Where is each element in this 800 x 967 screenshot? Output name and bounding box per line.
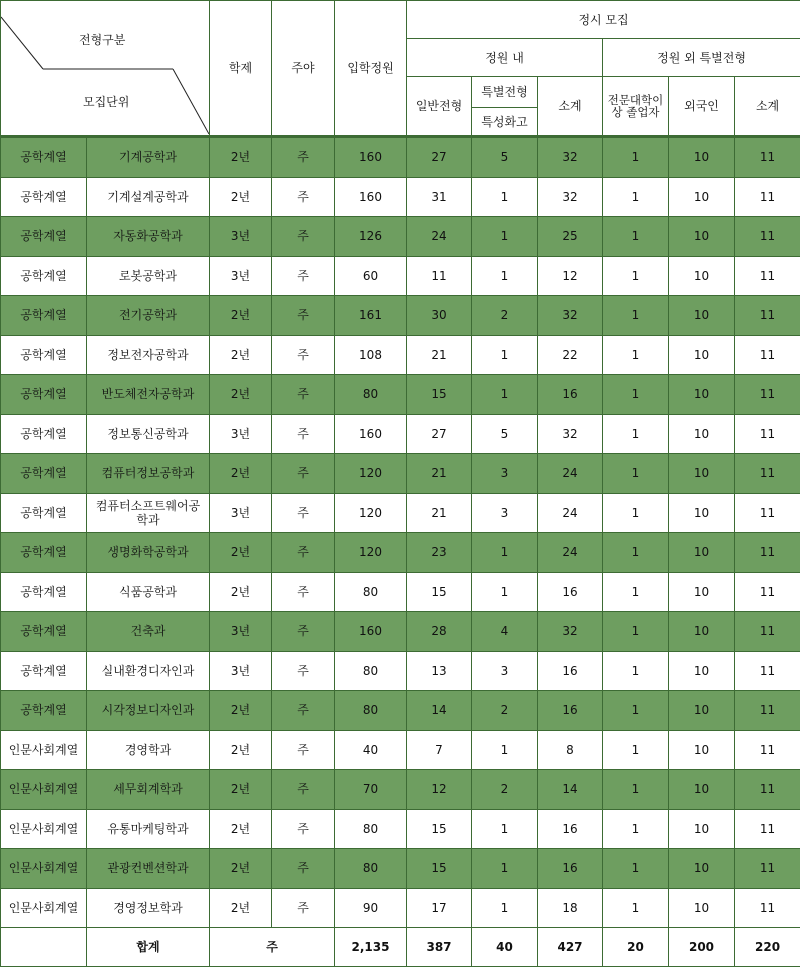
- quota-cell: 70: [335, 770, 407, 810]
- table-row: [1, 493, 800, 533]
- subtotal-cell: 12: [538, 256, 603, 296]
- subtotal-cell: 18: [538, 888, 603, 928]
- general-cell: 30: [407, 296, 472, 336]
- general-cell: 27: [407, 414, 472, 454]
- day-night-cell: 주: [272, 849, 335, 889]
- subtotal-cell: 32: [538, 137, 603, 178]
- quota-cell: 161: [335, 296, 407, 336]
- day-night-cell: 주: [272, 375, 335, 415]
- grad-cell: 1: [603, 651, 669, 691]
- total-empty-cell: [1, 928, 87, 967]
- duration-cell: 2년: [210, 809, 272, 849]
- division-cell: 공학계열: [1, 414, 87, 454]
- general-cell: 21: [407, 335, 472, 375]
- subtotal2-cell: 11: [735, 137, 800, 178]
- duration-cell: 2년: [210, 375, 272, 415]
- subtotal2-cell: 11: [735, 770, 800, 810]
- duration-cell: 2년: [210, 849, 272, 889]
- general-cell: 23: [407, 533, 472, 573]
- table-row: [1, 414, 800, 454]
- foreign-cell: 10: [669, 612, 735, 652]
- general-header: 일반전형: [407, 77, 472, 137]
- grad-cell: 1: [603, 296, 669, 336]
- total-grad: 20: [603, 928, 669, 967]
- subtotal2-cell: 11: [735, 217, 800, 257]
- general-cell: 17: [407, 888, 472, 928]
- duration-cell: 2년: [210, 454, 272, 494]
- total-special: 40: [472, 928, 538, 967]
- table-row: [1, 770, 800, 810]
- table-row: [1, 533, 800, 573]
- total-subtotal2: 220: [735, 928, 800, 967]
- division-cell: 공학계열: [1, 612, 87, 652]
- dept-cell: 자동화공학과: [87, 217, 210, 257]
- subtotal2-cell: 11: [735, 256, 800, 296]
- special-cell: 1: [472, 177, 538, 217]
- division-cell: 공학계열: [1, 217, 87, 257]
- special-cell: 1: [472, 849, 538, 889]
- foreign-cell: 10: [669, 493, 735, 533]
- dept-cell: 정보전자공학과: [87, 335, 210, 375]
- day-night-cell: 주: [272, 414, 335, 454]
- division-cell: 공학계열: [1, 691, 87, 731]
- foreigner-header: 외국인: [669, 77, 735, 137]
- specialized-hs-header: 특성화고: [472, 108, 538, 137]
- foreign-cell: 10: [669, 572, 735, 612]
- duration-cell: 3년: [210, 414, 272, 454]
- day-night-cell: 주: [272, 296, 335, 336]
- duration-cell: 3년: [210, 612, 272, 652]
- dept-cell: 식품공학과: [87, 572, 210, 612]
- quota-cell: 80: [335, 375, 407, 415]
- duration-cell: 2년: [210, 691, 272, 731]
- duration-cell: 3년: [210, 217, 272, 257]
- foreign-cell: 10: [669, 809, 735, 849]
- grad-cell: 1: [603, 177, 669, 217]
- total-foreign: 200: [669, 928, 735, 967]
- special-cell: 1: [472, 335, 538, 375]
- general-cell: 12: [407, 770, 472, 810]
- general-cell: 31: [407, 177, 472, 217]
- table-row: [1, 454, 800, 494]
- day-night-cell: 주: [272, 256, 335, 296]
- table-row: [1, 809, 800, 849]
- quota-cell: 80: [335, 572, 407, 612]
- grad-cell: 1: [603, 533, 669, 573]
- foreign-cell: 10: [669, 296, 735, 336]
- subtotal2-cell: 11: [735, 335, 800, 375]
- special-cell: 1: [472, 888, 538, 928]
- table-row: [1, 691, 800, 731]
- grad-cell: 1: [603, 691, 669, 731]
- special-cell: 4: [472, 612, 538, 652]
- day-night-cell: 주: [272, 651, 335, 691]
- duration-cell: 3년: [210, 651, 272, 691]
- quota-cell: 120: [335, 533, 407, 573]
- grad-cell: 1: [603, 888, 669, 928]
- general-cell: 21: [407, 493, 472, 533]
- foreign-cell: 10: [669, 375, 735, 415]
- dept-cell: 세무회계학과: [87, 770, 210, 810]
- special-cell: 2: [472, 770, 538, 810]
- general-cell: 28: [407, 612, 472, 652]
- day-night-header: 주야: [272, 1, 335, 137]
- subtotal-cell: 32: [538, 414, 603, 454]
- foreign-cell: 10: [669, 335, 735, 375]
- subtotal2-cell: 11: [735, 375, 800, 415]
- table-row: [1, 888, 800, 928]
- general-cell: 15: [407, 809, 472, 849]
- day-night-cell: 주: [272, 217, 335, 257]
- special-cell: 1: [472, 375, 538, 415]
- duration-cell: 2년: [210, 533, 272, 573]
- division-cell: 공학계열: [1, 137, 87, 178]
- table-row: [1, 177, 800, 217]
- grad-cell: 1: [603, 414, 669, 454]
- subtotal2-cell: 11: [735, 612, 800, 652]
- day-night-cell: 주: [272, 335, 335, 375]
- total-row: [1, 928, 800, 967]
- corner-header-cell: [1, 1, 210, 137]
- division-cell: 인문사회계열: [1, 770, 87, 810]
- table-row: [1, 256, 800, 296]
- general-cell: 15: [407, 849, 472, 889]
- subtotal2-cell: 11: [735, 651, 800, 691]
- quota-cell: 60: [335, 256, 407, 296]
- subtotal2-cell: 11: [735, 691, 800, 731]
- college-grad-header: 전문대학이상 졸업자: [603, 77, 669, 137]
- special-cell: 5: [472, 414, 538, 454]
- table-row: [1, 375, 800, 415]
- total-quota: 2,135: [335, 928, 407, 967]
- dept-cell: 기계공학과: [87, 137, 210, 178]
- quota-cell: 90: [335, 888, 407, 928]
- division-cell: 공학계열: [1, 572, 87, 612]
- grad-cell: 1: [603, 730, 669, 770]
- day-night-cell: 주: [272, 770, 335, 810]
- general-cell: 15: [407, 375, 472, 415]
- quota-cell: 108: [335, 335, 407, 375]
- quota-header: 입학정원: [335, 1, 407, 137]
- quota-cell: 120: [335, 493, 407, 533]
- day-night-cell: 주: [272, 137, 335, 178]
- table-row: [1, 572, 800, 612]
- division-cell: 공학계열: [1, 651, 87, 691]
- regular-recruitment-header: 정시 모집: [407, 1, 800, 39]
- duration-cell: 2년: [210, 770, 272, 810]
- quota-cell: 80: [335, 691, 407, 731]
- dept-cell: 유통마케팅학과: [87, 809, 210, 849]
- foreign-cell: 10: [669, 770, 735, 810]
- day-night-cell: 주: [272, 691, 335, 731]
- division-cell: 공학계열: [1, 296, 87, 336]
- division-cell: 인문사회계열: [1, 888, 87, 928]
- subtotal2-cell: 11: [735, 177, 800, 217]
- table-row: [1, 335, 800, 375]
- general-cell: 7: [407, 730, 472, 770]
- subtotal2-cell: 11: [735, 809, 800, 849]
- foreign-cell: 10: [669, 454, 735, 494]
- dept-cell: 반도체전자공학과: [87, 375, 210, 415]
- special-cell: 3: [472, 493, 538, 533]
- total-general: 387: [407, 928, 472, 967]
- dept-cell: 경영학과: [87, 730, 210, 770]
- dept-cell: 실내환경디자인과: [87, 651, 210, 691]
- subtotal-cell: 25: [538, 217, 603, 257]
- dept-cell: 생명화학공학과: [87, 533, 210, 573]
- dept-cell: 컴퓨터정보공학과: [87, 454, 210, 494]
- foreign-cell: 10: [669, 414, 735, 454]
- duration-cell: 2년: [210, 335, 272, 375]
- duration-header: 학제: [210, 1, 272, 137]
- dept-cell: 건축과: [87, 612, 210, 652]
- dept-cell: 전기공학과: [87, 296, 210, 336]
- special-cell: 1: [472, 217, 538, 257]
- duration-cell: 2년: [210, 572, 272, 612]
- day-night-cell: 주: [272, 177, 335, 217]
- dept-cell: 기계설계공학과: [87, 177, 210, 217]
- quota-cell: 160: [335, 177, 407, 217]
- table-row: [1, 612, 800, 652]
- general-cell: 15: [407, 572, 472, 612]
- subtotal2-cell: 11: [735, 414, 800, 454]
- subtotal2-cell: 11: [735, 888, 800, 928]
- quota-cell: 40: [335, 730, 407, 770]
- subtotal2-cell: 11: [735, 493, 800, 533]
- subtotal2-header: 소계: [735, 77, 800, 137]
- general-cell: 21: [407, 454, 472, 494]
- day-night-cell: 주: [272, 572, 335, 612]
- quota-cell: 160: [335, 612, 407, 652]
- grad-cell: 1: [603, 612, 669, 652]
- foreign-cell: 10: [669, 730, 735, 770]
- division-cell: 인문사회계열: [1, 809, 87, 849]
- outside-quota-header: 정원 외 특별전형: [603, 39, 800, 77]
- total-day-night: 주: [210, 928, 335, 967]
- day-night-cell: 주: [272, 533, 335, 573]
- grad-cell: 1: [603, 217, 669, 257]
- quota-cell: 80: [335, 809, 407, 849]
- grad-cell: 1: [603, 770, 669, 810]
- table-row: [1, 730, 800, 770]
- foreign-cell: 10: [669, 256, 735, 296]
- quota-cell: 160: [335, 137, 407, 178]
- total-subtotal: 427: [538, 928, 603, 967]
- diagonal-line: [1, 1, 210, 135]
- dept-cell: 로봇공학과: [87, 256, 210, 296]
- grad-cell: 1: [603, 256, 669, 296]
- duration-cell: 2년: [210, 177, 272, 217]
- grad-cell: 1: [603, 137, 669, 178]
- foreign-cell: 10: [669, 888, 735, 928]
- division-cell: 공학계열: [1, 375, 87, 415]
- table-body: [1, 137, 800, 967]
- division-cell: 공학계열: [1, 177, 87, 217]
- subtotal2-cell: 11: [735, 730, 800, 770]
- grad-cell: 1: [603, 809, 669, 849]
- general-cell: 24: [407, 217, 472, 257]
- general-cell: 27: [407, 137, 472, 178]
- special-cell: 3: [472, 651, 538, 691]
- subtotal2-cell: 11: [735, 849, 800, 889]
- subtotal-header: 소계: [538, 77, 603, 137]
- special-cell: 2: [472, 296, 538, 336]
- corner-bottom-label: 모집단위: [83, 95, 129, 109]
- duration-cell: 2년: [210, 888, 272, 928]
- duration-cell: 2년: [210, 730, 272, 770]
- day-night-cell: 주: [272, 612, 335, 652]
- special-cell: 1: [472, 256, 538, 296]
- division-cell: 인문사회계열: [1, 849, 87, 889]
- foreign-cell: 10: [669, 533, 735, 573]
- subtotal2-cell: 11: [735, 454, 800, 494]
- special-cell: 1: [472, 809, 538, 849]
- division-cell: 공학계열: [1, 256, 87, 296]
- table-row: [1, 849, 800, 889]
- special-header: 특별전형: [472, 77, 538, 108]
- dept-cell: 시각정보디자인과: [87, 691, 210, 731]
- day-night-cell: 주: [272, 888, 335, 928]
- division-cell: 공학계열: [1, 335, 87, 375]
- day-night-cell: 주: [272, 809, 335, 849]
- foreign-cell: 10: [669, 217, 735, 257]
- quota-cell: 126: [335, 217, 407, 257]
- dept-cell: 컴퓨터소프트웨어공학과: [87, 493, 210, 533]
- division-cell: 공학계열: [1, 454, 87, 494]
- grad-cell: 1: [603, 493, 669, 533]
- subtotal-cell: 16: [538, 691, 603, 731]
- division-cell: 공학계열: [1, 493, 87, 533]
- duration-cell: 2년: [210, 296, 272, 336]
- foreign-cell: 10: [669, 849, 735, 889]
- dept-cell: 정보통신공학과: [87, 414, 210, 454]
- subtotal-cell: 24: [538, 533, 603, 573]
- general-cell: 11: [407, 256, 472, 296]
- grad-cell: 1: [603, 375, 669, 415]
- special-cell: 2: [472, 691, 538, 731]
- subtotal-cell: 16: [538, 809, 603, 849]
- duration-cell: 3년: [210, 256, 272, 296]
- quota-cell: 120: [335, 454, 407, 494]
- table-row: [1, 296, 800, 336]
- division-cell: 인문사회계열: [1, 730, 87, 770]
- general-cell: 14: [407, 691, 472, 731]
- subtotal2-cell: 11: [735, 572, 800, 612]
- table-row: [1, 217, 800, 257]
- special-cell: 5: [472, 137, 538, 178]
- quota-cell: 160: [335, 414, 407, 454]
- dept-cell: 경영정보학과: [87, 888, 210, 928]
- foreign-cell: 10: [669, 651, 735, 691]
- grad-cell: 1: [603, 849, 669, 889]
- subtotal-cell: 8: [538, 730, 603, 770]
- day-night-cell: 주: [272, 730, 335, 770]
- duration-cell: 2년: [210, 137, 272, 178]
- subtotal-cell: 32: [538, 177, 603, 217]
- day-night-cell: 주: [272, 454, 335, 494]
- subtotal-cell: 14: [538, 770, 603, 810]
- quota-cell: 80: [335, 849, 407, 889]
- subtotal-cell: 16: [538, 375, 603, 415]
- subtotal-cell: 16: [538, 572, 603, 612]
- foreign-cell: 10: [669, 177, 735, 217]
- table-row: [1, 651, 800, 691]
- quota-cell: 80: [335, 651, 407, 691]
- subtotal-cell: 24: [538, 454, 603, 494]
- dept-cell: 관광컨벤션학과: [87, 849, 210, 889]
- day-night-cell: 주: [272, 493, 335, 533]
- foreign-cell: 10: [669, 137, 735, 178]
- special-cell: 1: [472, 730, 538, 770]
- subtotal-cell: 32: [538, 296, 603, 336]
- corner-top-label: 전형구분: [79, 33, 125, 47]
- subtotal-cell: 22: [538, 335, 603, 375]
- grad-cell: 1: [603, 572, 669, 612]
- duration-cell: 3년: [210, 493, 272, 533]
- grad-cell: 1: [603, 335, 669, 375]
- subtotal2-cell: 11: [735, 296, 800, 336]
- subtotal-cell: 24: [538, 493, 603, 533]
- subtotal-cell: 32: [538, 612, 603, 652]
- special-cell: 1: [472, 572, 538, 612]
- table-row: [1, 137, 800, 178]
- division-cell: 공학계열: [1, 533, 87, 573]
- general-cell: 13: [407, 651, 472, 691]
- within-quota-header: 정원 내: [407, 39, 603, 77]
- total-label: 합계: [87, 928, 210, 967]
- foreign-cell: 10: [669, 691, 735, 731]
- subtotal2-cell: 11: [735, 533, 800, 573]
- subtotal-cell: 16: [538, 849, 603, 889]
- grad-cell: 1: [603, 454, 669, 494]
- special-cell: 3: [472, 454, 538, 494]
- subtotal-cell: 16: [538, 651, 603, 691]
- special-cell: 1: [472, 533, 538, 573]
